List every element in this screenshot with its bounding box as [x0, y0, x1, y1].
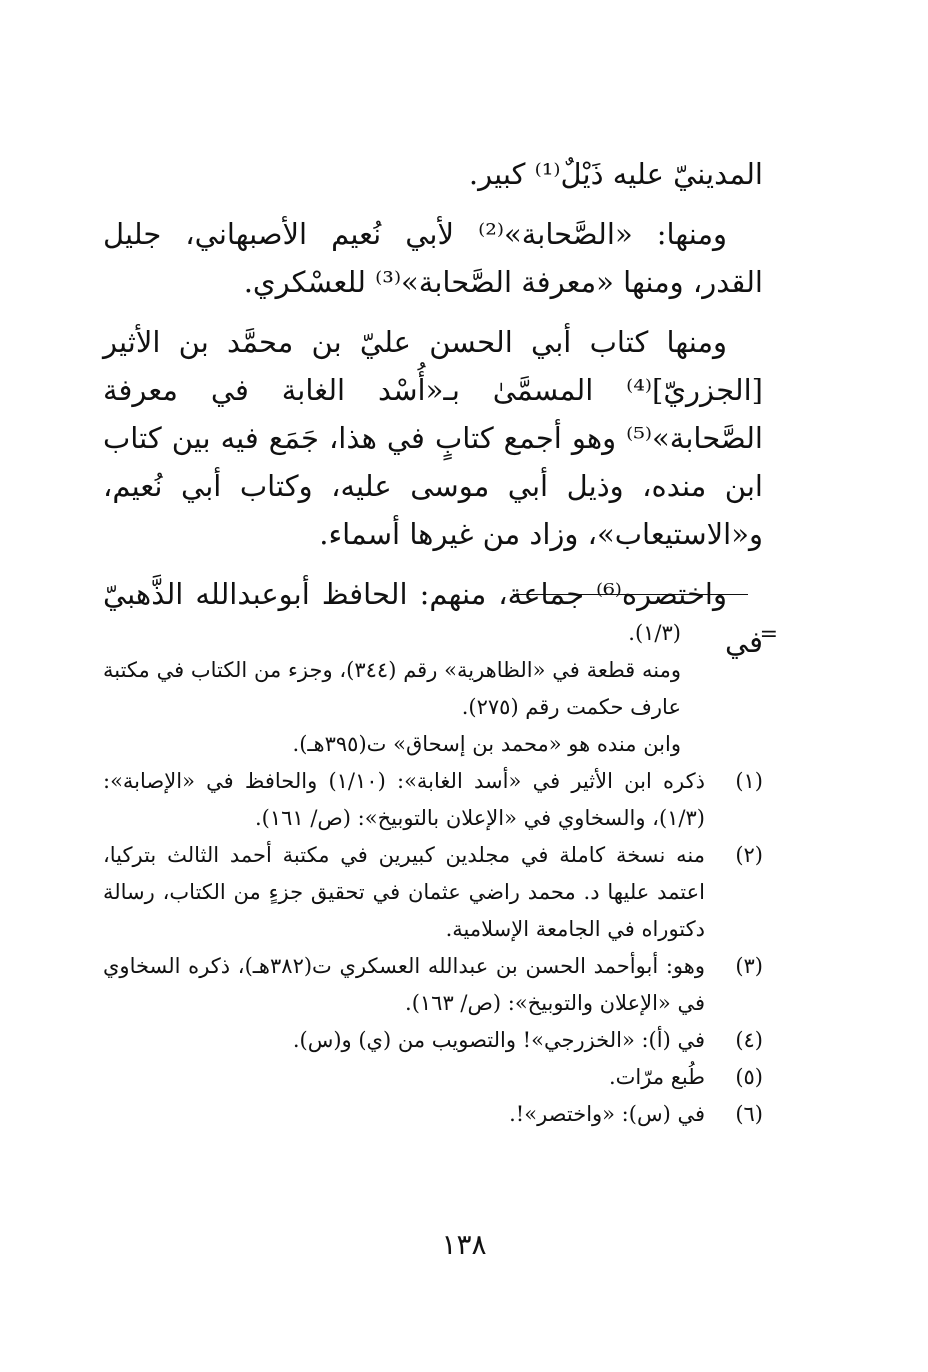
footnote-4	[103, 1022, 763, 1059]
footnote-number: (٣)	[735, 954, 763, 978]
continuation-mark: =	[759, 622, 778, 647]
footnote-number: (٦)	[735, 1102, 763, 1126]
footnote-continuation-1: (١/٣).	[628, 621, 681, 645]
paragraph-2: ومنها: «الصَّحابة»⁽²⁾ لأبي نُعيم الأصبهاني، جليل القدر، ومنها «معرفة الصَّحابة»⁽³⁾ للعسْكري.	[103, 217, 763, 299]
footnote-2	[103, 837, 763, 948]
footnote-6	[103, 1096, 763, 1133]
footnote-text: في (أ): «الخزرجي»! والتصويب من (ي) و(س).	[292, 1028, 705, 1052]
footnote-number: (١)	[735, 769, 763, 793]
footnote-5	[103, 1059, 763, 1096]
footnote-number: (٢)	[735, 843, 763, 867]
paragraph-3: ومنها كتاب أبي الحسن عليّ بن محمَّد بن الأثير [الجزريّ]⁽⁴⁾ المسمَّىٰ بـ«أُسْد الغابة في معرفة الصَّحابة»⁽⁵⁾ وهو أجمع كتابٍ في هذا، جَمَع فيه بين كتاب ابن منده، وذيل أبي موسى عليه، وكتاب أبي نُعيم، و«الاستيعاب»، وزاد من غيرها أسماء.	[103, 325, 763, 551]
footnote-separator	[513, 594, 748, 595]
footnote-3	[103, 948, 763, 1022]
footnote-number: (٥)	[735, 1065, 763, 1089]
footnote-text: ذكره ابن الأثير في «أسد الغابة»: (١/١٠) والحافظ في «الإصابة»: (١/٣)، والسخاوي في «الإعلان بالتوبيخ»: (ص/ ١٦١).	[103, 769, 705, 830]
footnote-text: وهو: أبوأحمد الحسن بن عبدالله العسكري ت(٣٨٢هـ)، ذكره السخاوي في «الإعلان والتوبيخ»: (ص/ ١٦٣).	[103, 954, 705, 1015]
main-text	[103, 150, 763, 666]
footnote-continuation-3: وابن منده هو «محمد بن إسحاق» ت(٣٩٥هـ).	[292, 732, 681, 756]
footnote-text: طُبع مرّات.	[608, 1065, 705, 1089]
footnote-text: منه نسخة كاملة في مجلدين كبيرين في مكتبة أحمد الثالث بتركيا، اعتمد عليها د. محمد راضي عثمان في تحقيق جزءٍ من الكتاب، رسالة دكتوراه في الجامعة الإسلامية.	[103, 843, 705, 941]
footnotes	[103, 615, 763, 1133]
footnote-number: (٤)	[735, 1028, 763, 1052]
paragraph-1: المدينيّ عليه ذَيْلٌ⁽¹⁾ كبير.	[468, 157, 763, 191]
paragraph-4: واختصره⁽⁶⁾ جماعة، منهم: الحافظ أبوعبدالله الذَّهبيّ في	[103, 577, 763, 659]
footnote-continuation-2: ومنه قطعة في «الظاهرية» رقم (٣٤٤)، وجزء من الكتاب في مكتبة عارف حكمت رقم (٢٧٥).	[103, 658, 681, 719]
page-number: ١٣٨	[441, 1228, 487, 1261]
footnote-text: في (س): «واختصر»!.	[509, 1102, 705, 1126]
footnote-1	[103, 763, 763, 837]
